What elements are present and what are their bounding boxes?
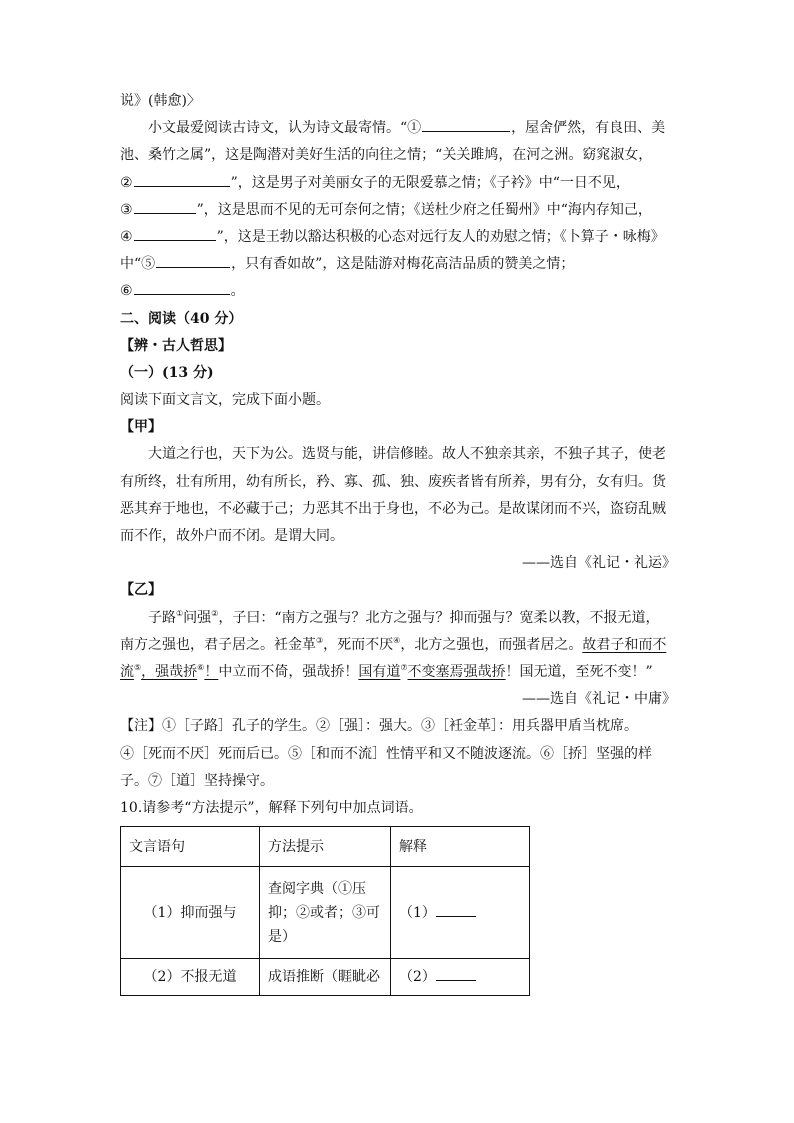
passage-jia-source: ——选自《礼记・礼运》: [522, 555, 676, 572]
underlined-text: 流: [120, 663, 134, 680]
footnote-mark: ②: [211, 608, 219, 618]
fill-blank-2: [134, 171, 230, 187]
section-subtitle: 【辨・古人哲思】: [120, 337, 232, 354]
underlined-text: 不变塞焉强哉挢: [407, 663, 506, 680]
text-span: ④: [120, 228, 133, 245]
poem-paragraph-line: [120, 224, 676, 251]
passage-yi-line: [120, 659, 676, 686]
text-span: 。: [230, 283, 245, 300]
underlined-text: ，强哉挢: [141, 663, 198, 680]
instruction: 阅读下面文言文，完成下面小题。: [120, 392, 330, 409]
text-span: 小文最爱阅读古诗文，认为诗文最寄情。“①: [148, 120, 422, 137]
text-span: ，死而不厌: [323, 636, 394, 653]
note-line: ④［死而不厌］死而后已。⑤［和而不流］性情平和又不随波逐流。⑥［挢］坚强的样: [120, 745, 652, 762]
passage-yi-line: [120, 632, 676, 659]
text-span: ③: [120, 201, 133, 218]
table-header-cell: 方法提示: [260, 827, 391, 867]
underlined-text: 故君子和而不: [582, 636, 667, 653]
poem-paragraph-line: [120, 251, 676, 278]
poem-paragraph-line: [120, 197, 676, 224]
poem-paragraph-line: [120, 170, 676, 197]
footnote-mark: ①: [176, 608, 184, 618]
table-header-cell: 文言语句: [121, 827, 260, 867]
footnote-mark: ④: [393, 635, 401, 645]
text-span: 南方之强也，君子居之。衽金革: [120, 636, 316, 653]
passage-jia-line: 恶其弃于地也，不必藏于己；力恶其不出于身也，不必为己。是故谋闭而不兴，盗窃乱贼: [120, 500, 666, 517]
footnote-mark: ③: [316, 635, 324, 645]
fill-blank-5: [156, 252, 230, 268]
table-cell-sentence: （1）抑而强与: [121, 867, 260, 959]
fill-blank-3: [134, 198, 196, 214]
poem-paragraph-line: [120, 115, 676, 142]
passage-yi-source: ——选自《礼记・中庸》: [522, 691, 676, 708]
footnote-mark: ⑦: [400, 662, 408, 672]
poem-paragraph-line: [120, 278, 676, 305]
document-page: [120, 88, 676, 996]
answer-label: （2）: [399, 969, 436, 986]
underlined-text: 国有道: [358, 663, 401, 680]
text-span: ⑥: [120, 283, 133, 300]
passage-yi-line: [120, 605, 676, 632]
part-title: （一）(13 分): [120, 364, 214, 381]
question-text: 10.请参考“方法提示”，解释下列句中加点词语。: [120, 799, 423, 816]
text-span: 中立而不倚，强哉挢！: [218, 663, 359, 680]
text-span: ，屋舍俨然，有良田、美: [511, 120, 666, 137]
table-cell-answer[interactable]: [391, 959, 530, 996]
text-span: ②: [120, 174, 133, 191]
answer-label: （1）: [399, 904, 436, 921]
text-span: ”，这是王勃以豁达积极的心态对远行友人的劝慰之情；《卜算子・咏梅》: [216, 228, 665, 245]
text-span: 问强: [183, 609, 212, 626]
answer-table: [120, 826, 530, 996]
passage-yi-label: 【乙】: [120, 582, 162, 599]
fill-blank-6: [134, 279, 230, 295]
table-cell-sentence: （2）不报无道: [121, 959, 260, 996]
table-cell-hint: 成语推断（睚眦必: [260, 959, 391, 996]
answer-blank[interactable]: [436, 902, 476, 917]
section-title: 二、阅读（40 分）: [120, 310, 243, 327]
table-cell-answer[interactable]: [391, 867, 530, 959]
footnote-mark: ⑥: [197, 662, 205, 672]
passage-jia-label: 【甲】: [120, 419, 162, 436]
text-line: 说》(韩愈)〉: [120, 93, 201, 109]
note-line: 【注】①［子路］孔子的学生。②［强］：强大。③［衽金革］：用兵器甲盾当枕席。: [120, 718, 638, 735]
text-span: 子路: [148, 609, 176, 626]
text-span: ，只有香如故”，这是陆游对梅花高洁品质的赞美之情；: [231, 256, 575, 273]
note-line: 子。⑦［道］坚持操守。: [120, 772, 274, 789]
table-cell-hint: 查阅字典（①压抑；②或者；③可是）: [260, 867, 391, 959]
table-row: [121, 867, 530, 959]
table-row: [121, 959, 530, 996]
text-span: ，子曰：“南方之强与？北方之强与？抑而强与？宽柔以教，不报无道，: [218, 609, 660, 626]
footnote-mark: ⑤: [134, 662, 142, 672]
fill-blank-4: [134, 225, 216, 241]
fill-blank-1: [422, 116, 510, 132]
passage-jia-line: 大道之行也，天下为公。选贤与能，讲信修睦。故人不独亲其亲，不独子其子，使老: [148, 446, 666, 463]
table-header-row: [121, 827, 530, 867]
text-span: ”，这是男子对美丽女子的无限爱慕之情；《子衿》中“一日不见，: [230, 174, 630, 191]
text-span: ，北方之强也，而强者居之。: [400, 636, 583, 653]
passage-jia-line: 有所终，壮有所用，幼有所长，矜、寡、孤、独、废疾者皆有所养，男有分，女有归。货: [120, 473, 666, 490]
text-line: 池、桑竹之属”，这是陶潜对美好生活的向往之情；“关关雎鸠，在河之洲。窈窕淑女，: [120, 147, 653, 164]
table-header-cell: 解释: [391, 827, 530, 867]
underlined-text: ！: [204, 663, 219, 680]
text-span: 中“⑤: [120, 256, 156, 273]
passage-jia-line: 而不作，故外户而不闭。是谓大同。: [120, 528, 344, 544]
answer-blank[interactable]: [436, 966, 476, 981]
text-span: ！国无道，至死不变！”: [505, 663, 653, 680]
text-span: ”，这是思而不见的无可奈何之情；《送杜少府之任蜀州》中“海内存知己，: [196, 201, 652, 218]
